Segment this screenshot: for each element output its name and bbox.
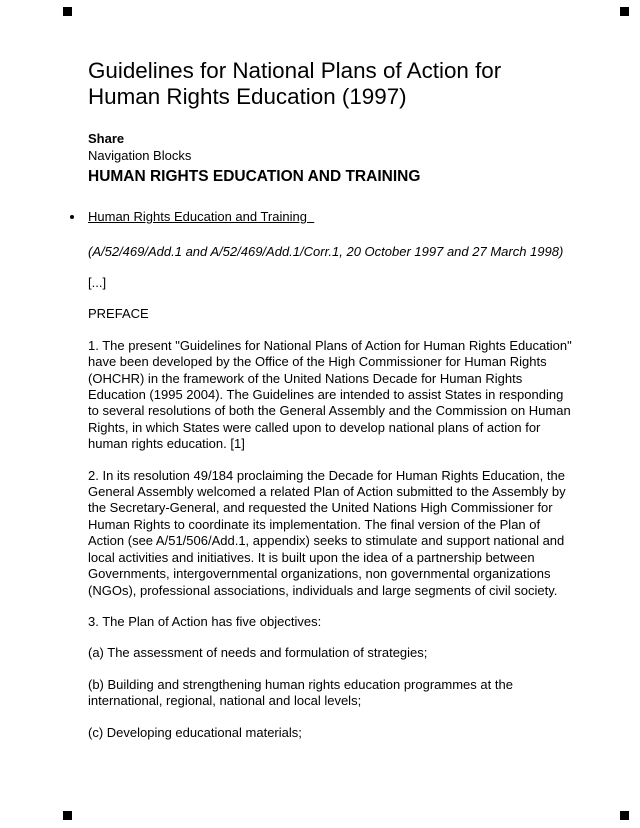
corner-mark-top-right-icon xyxy=(620,7,629,16)
corner-mark-bottom-left-icon xyxy=(63,811,72,820)
hre-training-link[interactable]: Human Rights Education and Training xyxy=(88,209,315,224)
objective-a: (a) The assessment of needs and formulation of strategies; xyxy=(88,645,428,661)
omission-marker: [...] xyxy=(88,275,107,290)
objective-b: (b) Building and strengthening human rights education programmes at the international, regional, national and local levels; xyxy=(88,676,513,709)
document-reference: (A/52/469/Add.1 and A/52/469/Add.1/Corr.1, 20 October 1997 and 27 March 1998) xyxy=(88,244,564,259)
paragraph-3: 3. The Plan of Action has five objectives: xyxy=(88,613,322,629)
document-content xyxy=(88,58,576,741)
section-heading: HUMAN RIGHTS EDUCATION AND TRAINING xyxy=(88,168,421,185)
corner-mark-bottom-right-icon xyxy=(620,811,629,820)
corner-mark-top-left-icon xyxy=(63,7,72,16)
page-title: Guidelines for National Plans of Action for Human Rights Education (1997) xyxy=(88,58,502,109)
bullet-icon xyxy=(70,215,74,219)
list-item xyxy=(88,208,576,225)
paragraph-2: 2. In its resolution 49/184 proclaiming the Decade for Human Rights Education, the General Assembly welcomed a related Plan of Action submitted to the Assembly by the Secretary-General, and requested the United Nations High Commissioner for Human Rights to coordinate its implementation. The final version of the Plan of Action (see A/51/506/Add.1, appendix) seeks to stimulate and support national and local activities and initiatives. It is built upon the idea of a partnership between Governments, intergovernmental organizations, non governmental organizations (NGOs), professional associations, individuals and large segments of civil society. xyxy=(88,467,566,598)
preface-heading: PREFACE xyxy=(88,306,149,322)
objective-c: (c) Developing educational materials; xyxy=(88,724,302,740)
paragraph-1: 1. The present "Guidelines for National Plans of Action for Human Rights Education" have been developed by the Office of the High Commissioner for Human Rights (OHCHR) in the framework of the United Nations Decade for Human Rights Education (1995 2004). The Guidelines are intended to assist States in responding to several resolutions of both the General Assembly and the Commission on Human Rights, in which States were called upon to develop national plans of action for human rights education. [1] xyxy=(88,337,572,452)
navigation-blocks-label: Navigation Blocks xyxy=(88,148,192,163)
share-button[interactable]: Share xyxy=(88,131,125,146)
